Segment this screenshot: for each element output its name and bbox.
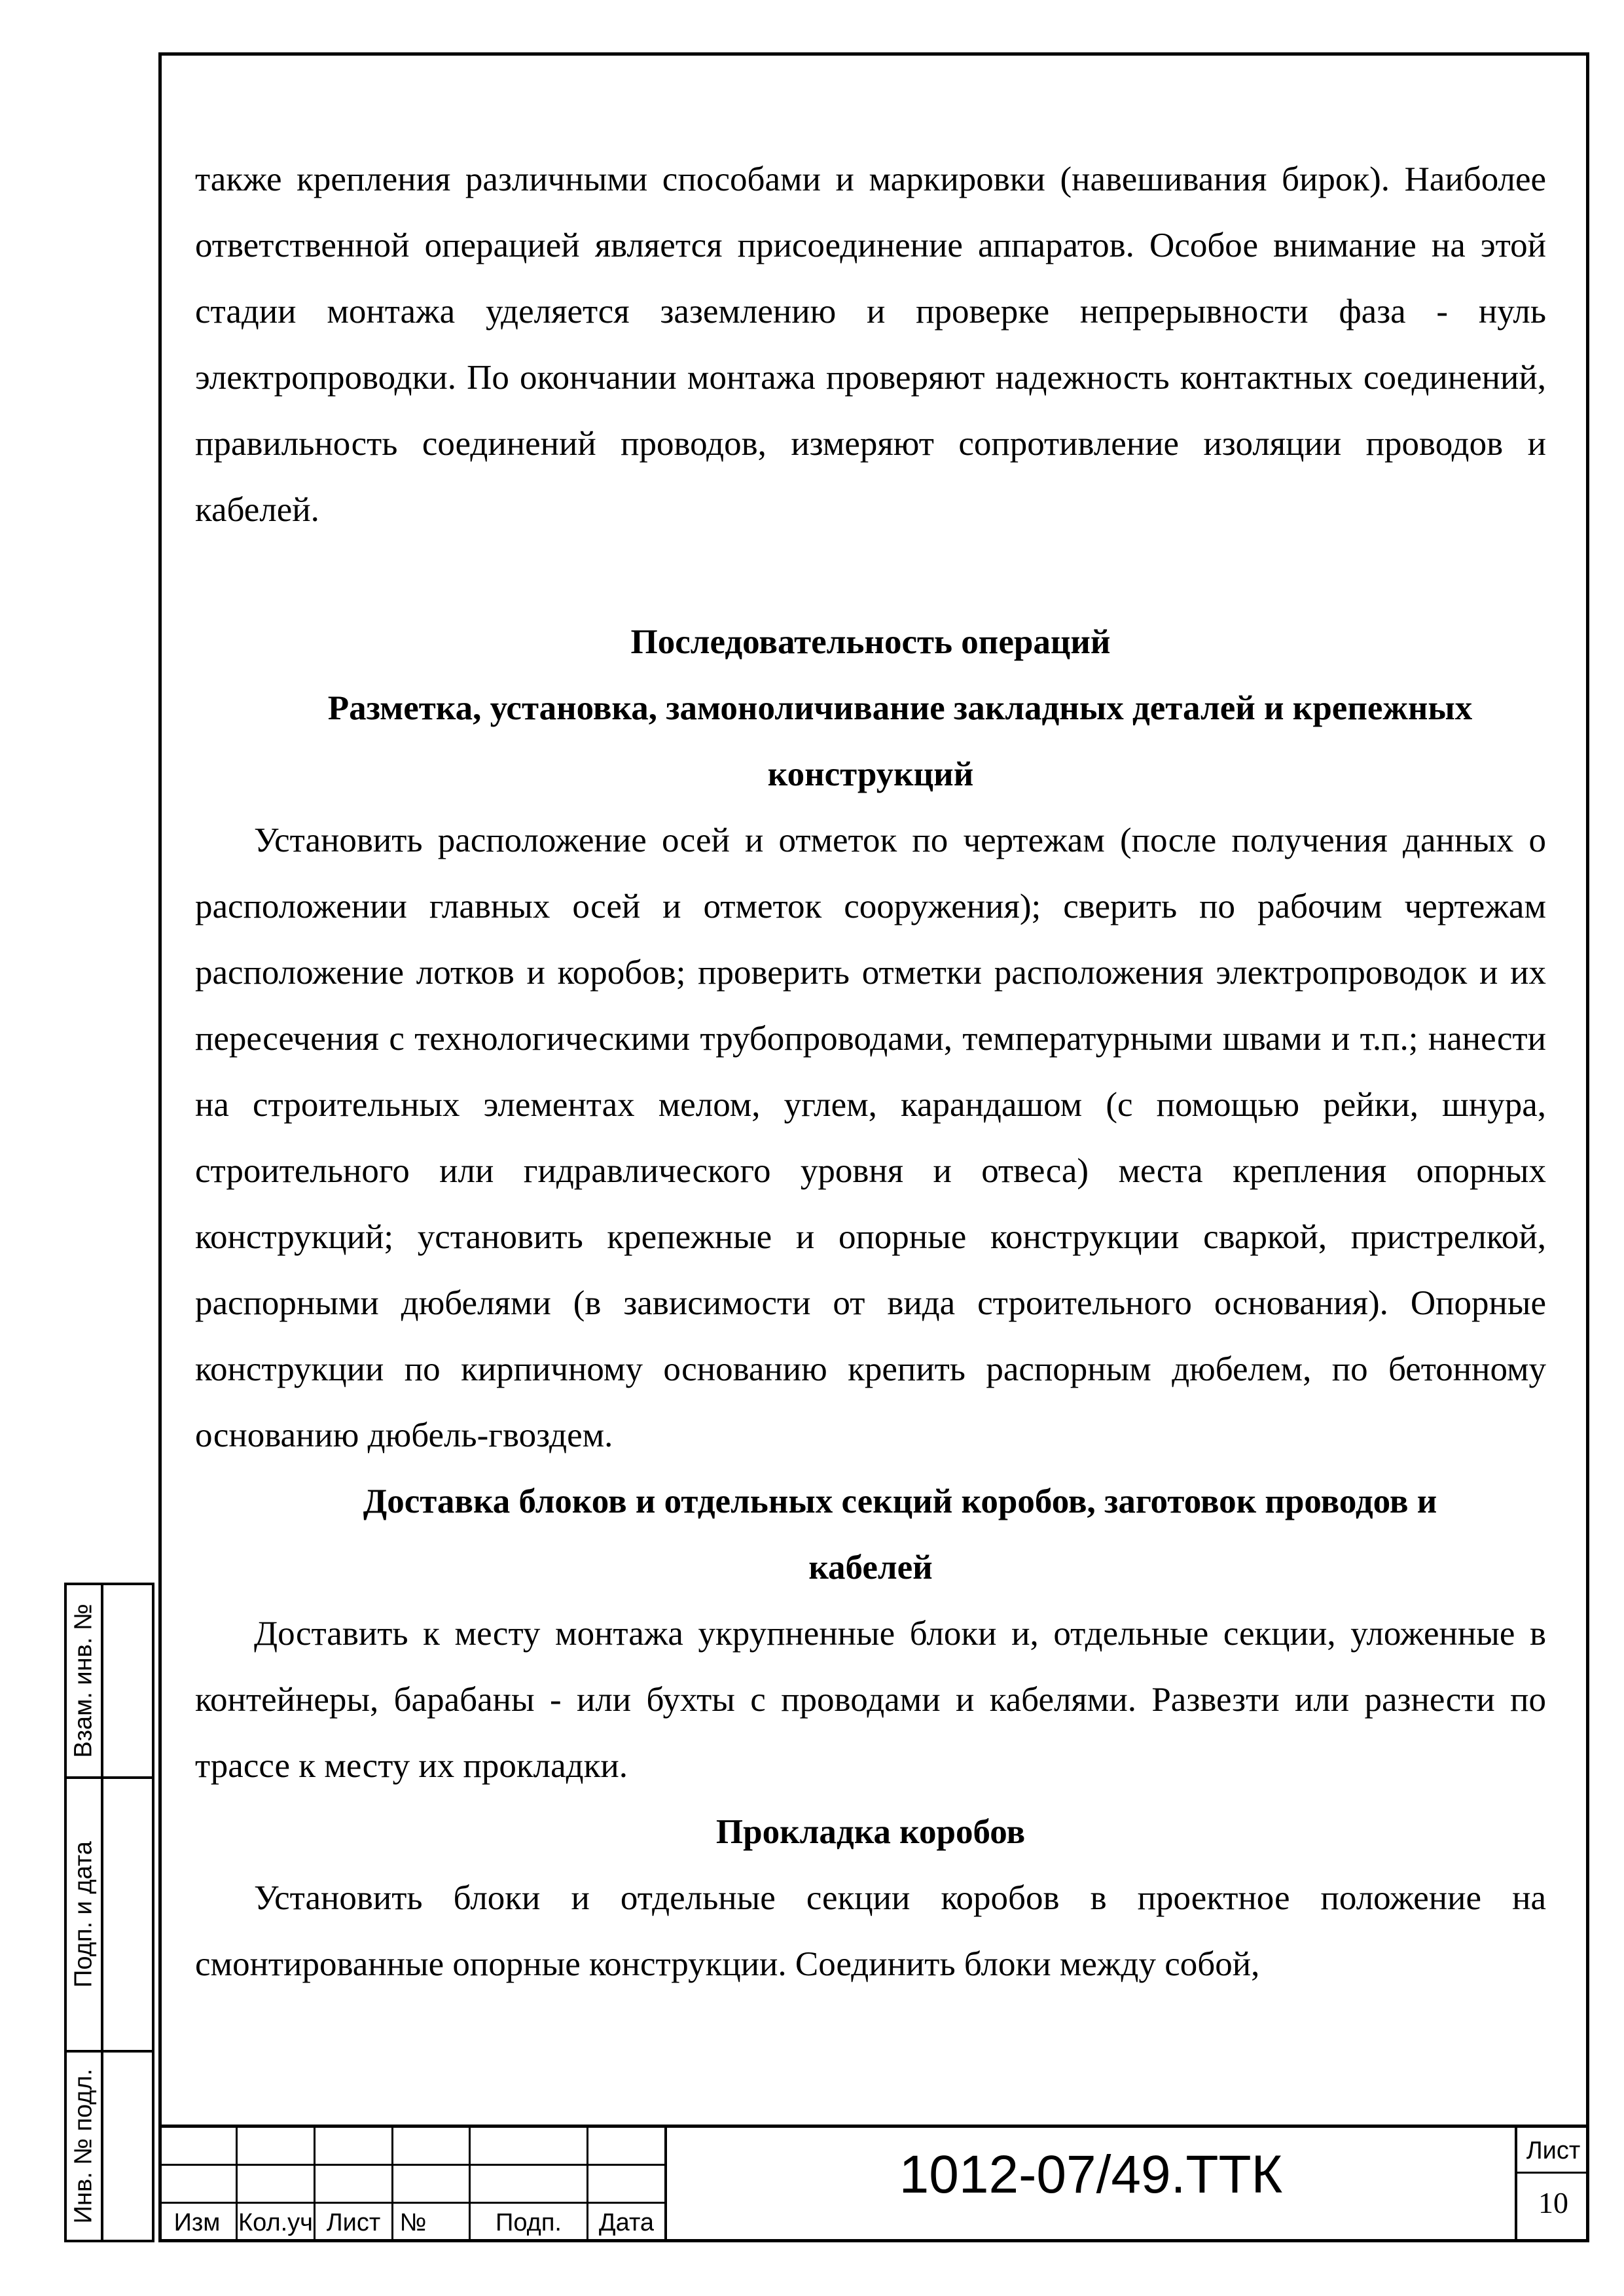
stamp-replacement-inv	[64, 1583, 154, 1779]
paragraph-continuation: также крепления различными способами и маркировки (навешивания бирок). Наиболее ответственной операцией является присоединение аппаратов. Особое внимание на этой стадии монтажа уделяется заземлению и проверке непрерывности фаза - нуль электропроводки. По окончании монтажа проверяют надежность контактных соединений, правильность соединений проводов, измеряют сопротивление изоляции проводов и кабелей.	[195, 160, 1546, 529]
paragraph-delivery: Доставить к месту монтажа укрупненные блоки и, отдельные секции, уложенные в контейнеры, барабаны - или бухты с проводами и кабелями. Развезти или разнести по трассе к месту их прокладки.	[195, 1615, 1546, 1785]
title-block	[158, 2125, 1589, 2242]
sheet-number: 10	[1538, 2186, 1568, 2219]
col-qty: Кол.уч	[238, 2209, 313, 2236]
stamp-original-inv	[64, 2050, 154, 2242]
stamp-label: Взам. инв. №	[69, 1604, 98, 1758]
document-body	[195, 147, 1546, 1998]
col-sign: Подп.	[496, 2209, 562, 2236]
stamp-label: Подп. и дата	[69, 1841, 98, 1988]
paragraph-marking: Установить расположение осей и отметок по чертежам (после получения данных о расположении главных осей и отметок сооружения); сверить по рабочим чертежам расположение лотков и коробов; проверить отметки расположения электропроводок и их пересечения с технологическими трубопроводами, температурными швами и т.п.; нанести на строительных элементах мелом, углем, карандашом (с помощью рейки, шнура, строительного или гидравлического уровня и отвеса) места крепления опорных конструкций; установить крепежные и опорные конструкции сваркой, пристрелкой, распорными дюбелями (в зависимости от вида строительного основания). Опорные конструкции по кирпичному основанию крепить распорным дюбелем, по бетонному основанию дюбель-гвоздем.	[195, 821, 1546, 1454]
paragraph-laying: Установить блоки и отдельные секции коробов в проектное положение на смонтированные опорные конструкции. Соединить блоки между собой,	[195, 1879, 1546, 1983]
subsection-heading-line: Доставка блоков и отдельных секций коробов, заготовок проводов и	[363, 1482, 1437, 1520]
section-heading: Последовательность операций	[630, 623, 1111, 661]
col-doc: №	[399, 2209, 427, 2236]
subsection-heading-line: Разметка, установка, замоноличивание закладных деталей и крепежных	[327, 689, 1473, 727]
col-change: Изм	[173, 2209, 221, 2236]
stamp-sign-date	[64, 1776, 154, 2053]
col-sheet: Лист	[326, 2209, 381, 2236]
subsection-heading-line: кабелей	[808, 1549, 933, 1587]
stamp-label: Инв. № подл.	[69, 2068, 98, 2224]
subsection-heading-line: конструкций	[767, 755, 974, 793]
col-date: Дата	[598, 2209, 655, 2236]
sheet-label: Лист	[1526, 2137, 1581, 2164]
subsection-heading: Прокладка коробов	[715, 1813, 1026, 1851]
document-designation: 1012-07/49.ТТК	[899, 2145, 1283, 2204]
